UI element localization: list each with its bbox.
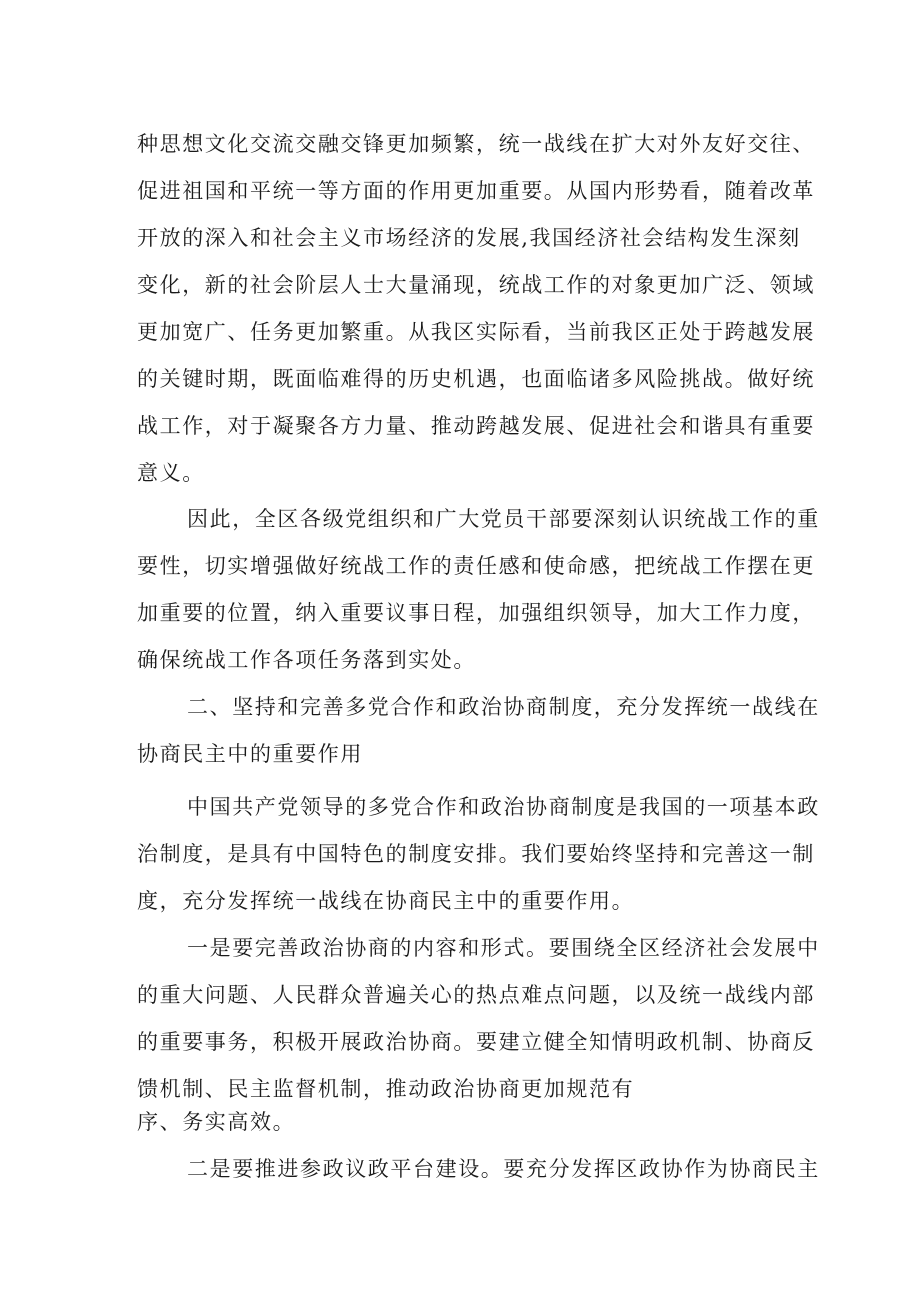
paragraph-first-line: 中国共产党领导的多党合作和政治协商制度是我国的一项基本政 <box>187 795 820 819</box>
text-line: 变化，新的社会阶层人士大量涌现，统战工作的对象更加广泛、领域 <box>137 273 815 297</box>
text-line: 促进祖国和平统一等方面的作用更加重要。从国内形势看，随着改革 <box>137 179 815 203</box>
text-line: 的关键时期，既面临难得的历史机遇，也面临诸多风险挑战。做好统 <box>137 367 815 391</box>
text-line: 种思想文化交流交融交锋更加频繁，统一战线在扩大对外友好交往、 <box>137 132 815 156</box>
text-line: 战工作，对于凝聚各方力量、推动跨越发展、促进社会和谐具有重要 <box>137 414 815 438</box>
text-line: 序、务实高效。 <box>137 1110 296 1134</box>
text-line: 加重要的位置，纳入重要议事日程，加强组织领导，加大工作力度， <box>137 601 815 625</box>
text-line: 的重要事务，积极开展政治协商。要建立健全知情明政机制、协商反 <box>137 1030 815 1054</box>
text-line: 馈机制、民主监督机制，推动政治协商更加规范有 <box>137 1077 635 1101</box>
section-heading: 二、坚持和完善多党合作和政治协商制度，充分发挥统一战线在 <box>187 695 820 719</box>
text-line: 意义。 <box>137 461 205 485</box>
paragraph-first-line: 一是要完善政治协商的内容和形式。要围绕全区经济社会发展中 <box>187 936 820 960</box>
section-heading-continued: 协商民主中的重要作用 <box>137 742 363 766</box>
paragraph-first-line: 二是要推进参政议政平台建设。要充分发挥区政协作为协商民主 <box>187 1157 820 1181</box>
text-line: 开放的深入和社会主义市场经济的发展,我国经济社会结构发生深刻 <box>137 226 801 250</box>
text-line: 度，充分发挥统一战线在协商民主中的重要作用。 <box>137 889 635 913</box>
text-line: 确保统战工作各项任务落到实处。 <box>137 648 476 672</box>
paragraph-first-line: 因此，全区各级党组织和广大党员干部要深刻认识统战工作的重 <box>187 507 820 531</box>
text-line: 的重大问题、人民群众普遍关心的热点难点问题，以及统一战线内部 <box>137 983 815 1007</box>
text-line: 治制度，是具有中国特色的制度安排。我们要始终坚持和完善这一制 <box>137 842 815 866</box>
text-line: 更加宽广、任务更加繁重。从我区实际看，当前我区正处于跨越发展 <box>137 320 815 344</box>
text-line: 要性，切实增强做好统战工作的责任感和使命感，把统战工作摆在更 <box>137 554 815 578</box>
